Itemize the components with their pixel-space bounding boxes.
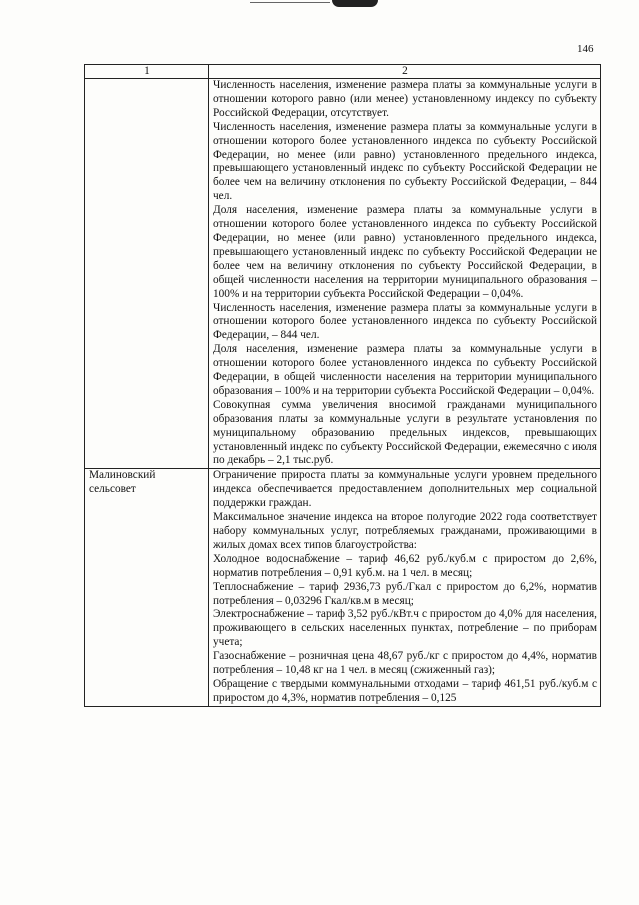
paragraph: Обращение с твердыми коммунальными отходами – тариф 461,51 руб./куб.м с приростом до 4,3%, норматив потребления – 0,125	[213, 677, 597, 704]
paragraph: Доля населения, изменение размера платы за коммунальные услуги в отношении которого более установленного индекса по субъекту Российской Федерации, в общей численности населения на территории муниципального образования – 100% и на территории субъекта Российской Федерации – 0,04%.	[213, 343, 597, 397]
paragraph: Совокупная сумма увеличения вносимой гражданами муниципального образования платы за коммунальные услуги в результате установления по муниципальному образованию предельных индексов, превышающих установленный индекс по субъекту Российской Федерации, ежемесячно с июля по декабрь – 2,1 тыс.руб.	[213, 398, 597, 467]
municipality-name: Малиновский сельсовет	[89, 469, 156, 496]
paragraph: Численность населения, изменение размера платы за коммунальные услуги в отношении которого более установленного индекса по субъекту Российской Федерации, – 844 чел.	[213, 301, 597, 342]
paragraph: Электроснабжение – тариф 3,52 руб./кВт.ч с приростом до 4,0% для населения, проживающего в сельских населенных пунктах, потребление – по приборам учета;	[213, 608, 597, 649]
table-row	[85, 79, 601, 469]
paragraph: Теплоснабжение – тариф 2936,73 руб./Гкал с приростом до 6,2%, норматив потребления – 0,03296 Гкал/кв.м в месяц;	[213, 580, 597, 607]
description-cell	[209, 79, 601, 469]
scan-artifact-line	[250, 2, 330, 3]
table-header-row	[85, 65, 601, 79]
column-header-1: 1	[85, 65, 209, 79]
paragraph: Максимальное значение индекса на второе полугодие 2022 года соответствует набору коммунальных услуг, потребляемых гражданами, проживающими в жилых домах всех типов благоустройства:	[213, 511, 597, 551]
paragraph: Ограничение прироста платы за коммунальные услуги уровнем предельного индекса обеспечивается предоставлением дополнительных мер социальной поддержки граждан.	[213, 469, 597, 510]
description-cell	[209, 469, 601, 706]
paragraph: Численность населения, изменение размера платы за коммунальные услуги в отношении которого более установленного индекса по субъекту Российской Федерации, но менее (или равно) установленного предельного индекса, превышающего установленный индекс по субъекту Российской Федерации не более чем на величину отклонения по субъекту Российской Федерации, – 844 чел.	[213, 120, 597, 203]
municipality-cell	[85, 469, 209, 706]
page-number: 146	[577, 43, 594, 55]
table-row	[85, 469, 601, 706]
paragraph: Численность населения, изменение размера платы за коммунальные услуги в отношении которого равно (или менее) установленному индексу по субъекту Российской Федерации, отсутствует.	[213, 79, 597, 119]
paragraph: Холодное водоснабжение – тариф 46,62 руб./куб.м с приростом до 2,6%, норматив потребления – 0,91 куб.м. на 1 чел. в месяц;	[213, 552, 597, 579]
column-header-2: 2	[209, 65, 601, 79]
scan-artifact	[332, 0, 378, 7]
paragraph: Газоснабжение – розничная цена 48,67 руб./кг с приростом до 4,4%, норматив потребления – 10,48 кг на 1 чел. в месяц (сжиженный газ);	[213, 650, 597, 677]
document-table	[84, 64, 601, 707]
municipality-cell	[85, 79, 209, 469]
paragraph: Доля населения, изменение размера платы за коммунальные услуги в отношении которого более установленного индекса по субъекту Российской Федерации, но менее (или равно) установленного предельного индекса, превышающего установленный индекс по субъекту Российской Федерации не более чем на величину отклонения по субъекту Российской Федерации, в общей численности населения на территории муниципального образования – 100% и на территории субъекта Российской Федерации – 0,04%.	[213, 204, 597, 300]
